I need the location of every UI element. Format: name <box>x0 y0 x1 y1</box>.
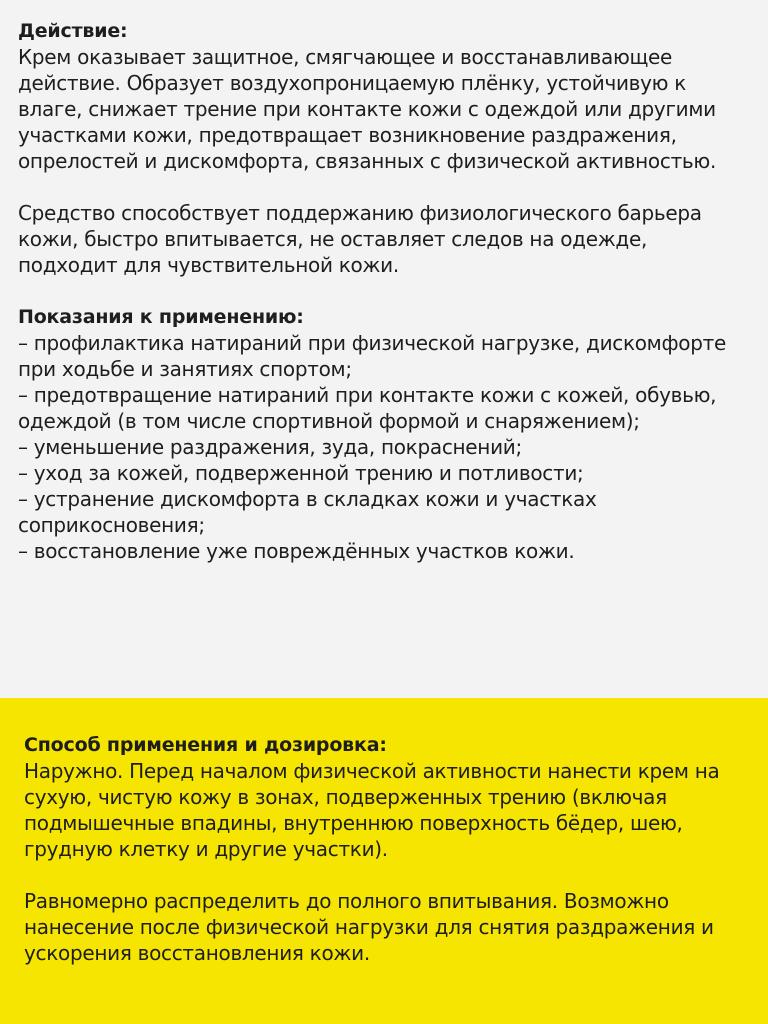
action-paragraph-1: Крем оказывает защитное, смягчающее и восстанавливающее действие. Образует воздухопроницаемую плёнку, устойчивую к влаге, снижает трение при контакте кожи с одеждой или другими участками кожи, предотвращает возникновение раздражения, опрелостей и дискомфорта, связанных с физической активностью. <box>18 45 716 173</box>
usage-heading: Способ применения и дозировка: <box>24 734 387 756</box>
indications-list <box>18 330 750 564</box>
action-heading: Действие: <box>18 20 128 42</box>
usage-section <box>0 698 768 1024</box>
list-item: – устранение дискомфорта в складках кожи и участках соприкосновения; <box>18 487 597 537</box>
list-item: – уход за кожей, подверженной трению и потливости; <box>18 461 584 485</box>
usage-paragraph-1: Наружно. Перед началом физической активности нанести крем на сухую, чистую кожу в зонах, подверженных трению (включая подмышечные впадины, внутреннюю поверхность бёдер, шею, грудную клетку и другие участки). <box>24 759 720 861</box>
action-paragraph-2: Средство способствует поддержанию физиологического барьера кожи, быстро впитывается, не оставляет следов на одежде, подходит для чувствительной кожи. <box>18 201 702 277</box>
spacer <box>18 174 750 200</box>
list-item: – уменьшение раздражения, зуда, покраснений; <box>18 435 522 459</box>
usage-paragraph-2: Равномерно распределить до полного впитывания. Возможно нанесение после физической нагрузки для снятия раздражения и ускорения восстановления кожи. <box>24 889 714 965</box>
indications-heading: Показания к применению: <box>18 306 304 328</box>
spacer <box>24 862 744 888</box>
list-item: – предотвращение натираний при контакте кожи с кожей, обувью, одеждой (в том числе спортивной формой и снаряжением); <box>18 383 717 433</box>
spacer <box>18 278 750 304</box>
list-item: – восстановление уже повреждённых участков кожи. <box>18 539 575 563</box>
list-item: – профилактика натираний при физической нагрузке, дискомфорте при ходьбе и занятиях спортом; <box>18 331 726 381</box>
